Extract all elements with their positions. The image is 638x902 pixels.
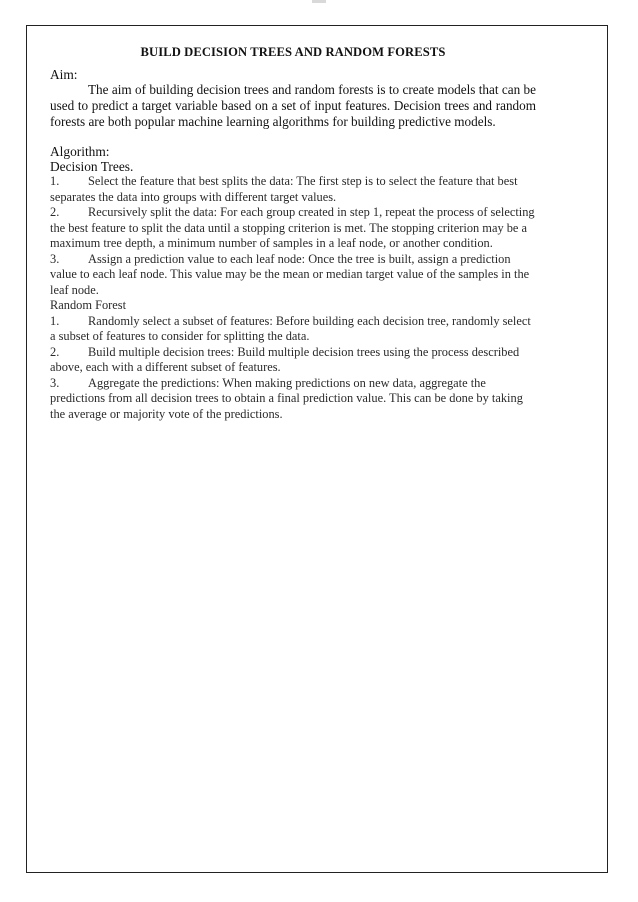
rf-step-2-number: 2. [50,344,60,359]
document-body [50,45,536,422]
dt-step-1 [50,174,536,205]
rf-step-1-text: Randomly select a subset of features: Before building each decision tree, randomly select a subset of features to consider for splitting the data. [50,313,531,343]
rf-step-1 [50,314,536,345]
rf-step-3-number: 3. [50,375,60,390]
dt-step-1-text: Select the feature that best splits the data: The first step is to select the feature that best separates the data into groups with different target values. [50,174,518,204]
rf-step-3-text: Aggregate the predictions: When making predictions on new data, aggregate the predictions from all decision trees to obtain a final prediction value. This can be done by taking the average or majority vote of the predictions. [50,375,523,421]
page-top-mark [312,0,326,3]
dt-step-3 [50,252,536,299]
dt-step-3-number: 3. [50,251,60,266]
dt-step-2-text: Recursively split the data: For each group created in step 1, repeat the process of selecting the best feature to split the data until a stopping criterion is met. The stopping criterion may be a maximum tree depth, a minimum number of samples in a leaf node, or another condition. [50,205,535,250]
rf-step-2 [50,345,536,376]
document-title: BUILD DECISION TREES AND RANDOM FORESTS [140,45,446,59]
rf-step-3 [50,376,536,423]
dt-step-2 [50,205,536,252]
rf-step-2-text: Build multiple decision trees: Build multiple decision trees using the process described above, each with a different subset of features. [50,344,520,374]
aim-paragraph: The aim of building decision trees and random forests is to create models that can be used to predict a target variable based on a set of input features. Decision trees and random forests are both popular machine learning algorithms for building predictive models. [50,82,536,129]
section-spacer [50,130,536,144]
decision-trees-label: Decision Trees. [50,159,134,174]
algorithm-label: Algorithm: [50,144,110,159]
dt-step-2-number: 2. [50,205,60,219]
dt-step-3-text: Assign a prediction value to each leaf node: Once the tree is built, assign a prediction value to each leaf node. This value may be the mean or median target value of the samples in the leaf node. [50,251,530,297]
aim-label: Aim: [50,67,78,82]
random-forest-label: Random Forest [50,298,127,312]
rf-step-1-number: 1. [50,313,60,328]
random-forest-steps [50,314,536,423]
dt-step-1-number: 1. [50,174,60,188]
decision-trees-steps [50,174,536,298]
